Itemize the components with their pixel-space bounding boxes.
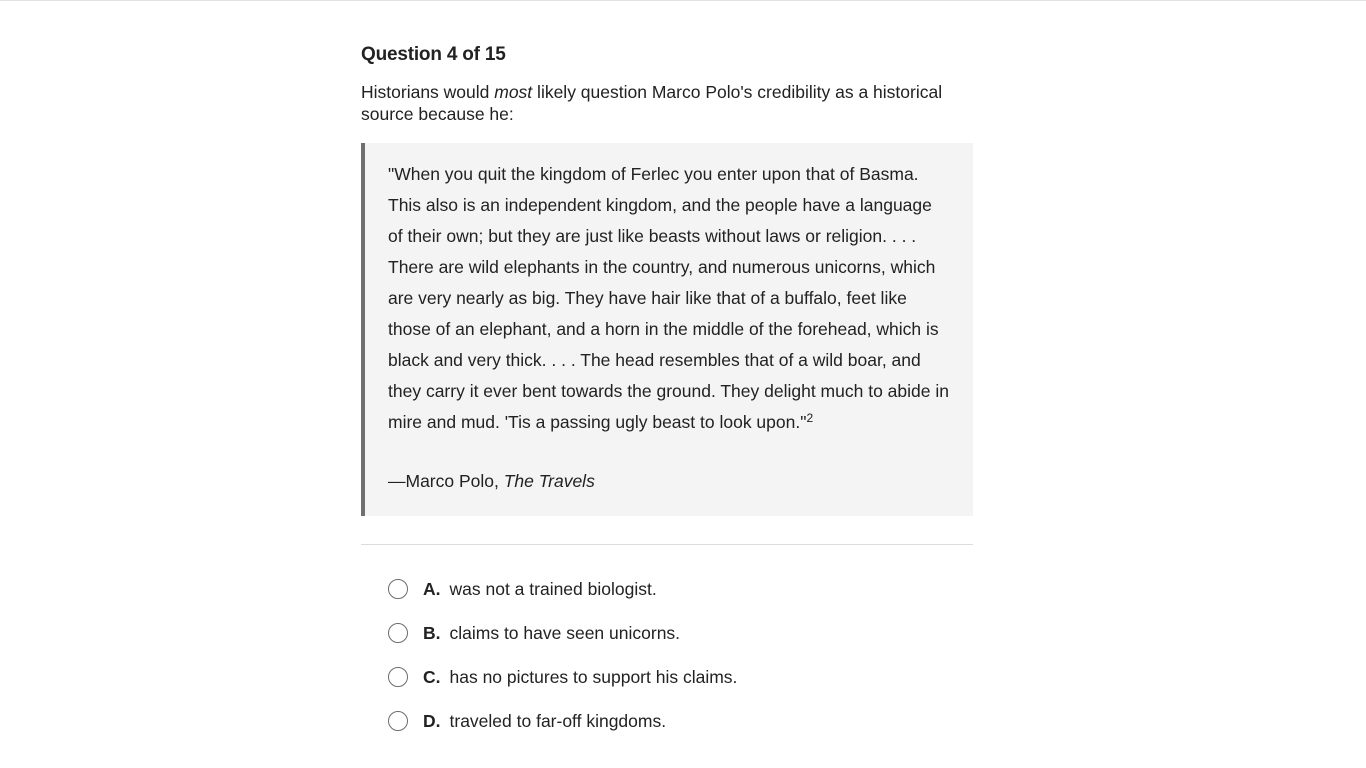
citation-author: —Marco Polo,: [388, 471, 504, 491]
divider: [361, 544, 973, 545]
option-text: was not a trained biologist.: [449, 578, 657, 599]
answer-option-c[interactable]: [388, 655, 973, 699]
radio-button-c[interactable]: [388, 667, 408, 687]
footnote-marker: 2: [806, 411, 814, 425]
option-text: claims to have seen unicorns.: [449, 622, 681, 643]
radio-button-d[interactable]: [388, 711, 408, 731]
question-panel: [361, 42, 973, 743]
radio-button-a[interactable]: [388, 579, 408, 599]
option-letter: C.: [423, 666, 441, 687]
prompt-emphasis: most: [494, 82, 533, 102]
source-passage: [361, 143, 973, 516]
top-border: [0, 0, 1366, 1]
option-letter: D.: [423, 710, 441, 731]
passage-citation: [388, 468, 949, 494]
radio-button-b[interactable]: [388, 623, 408, 643]
question-counter: Question 4 of 15: [361, 44, 506, 65]
option-letter: B.: [423, 622, 441, 643]
answer-option-d[interactable]: [388, 699, 973, 743]
citation-title: The Travels: [503, 471, 595, 491]
passage-text: "When you quit the kingdom of Ferlec you enter upon that of Basma. This also is an independent kingdom, and the people have a language of their own; but they are just like beasts without laws or religion. . . . There are wild elephants in the country, and numerous unicorns, which are very nearly as big. They have hair like that of a buffalo, feet like those of an elephant, and a horn in the middle of the forehead, which is black and very thick. . . . The head resembles that of a wild boar, and they carry it ever bent towards the ground. They delight much to abide in mire and mud. 'Tis a passing ugly beast to look upon.": [388, 164, 949, 432]
passage-quote: [388, 159, 949, 438]
answer-option-a[interactable]: [388, 567, 973, 611]
answer-options: [361, 567, 973, 743]
option-text: traveled to far-off kingdoms.: [449, 710, 667, 731]
prompt-text-end: likely question Marco Polo's credibility as a historical source because he:: [361, 82, 943, 124]
answer-option-b[interactable]: [388, 611, 973, 655]
option-text: has no pictures to support his claims.: [449, 666, 738, 687]
prompt-text-start: Historians would: [361, 82, 495, 102]
option-letter: A.: [423, 578, 441, 599]
question-prompt: [361, 81, 973, 125]
